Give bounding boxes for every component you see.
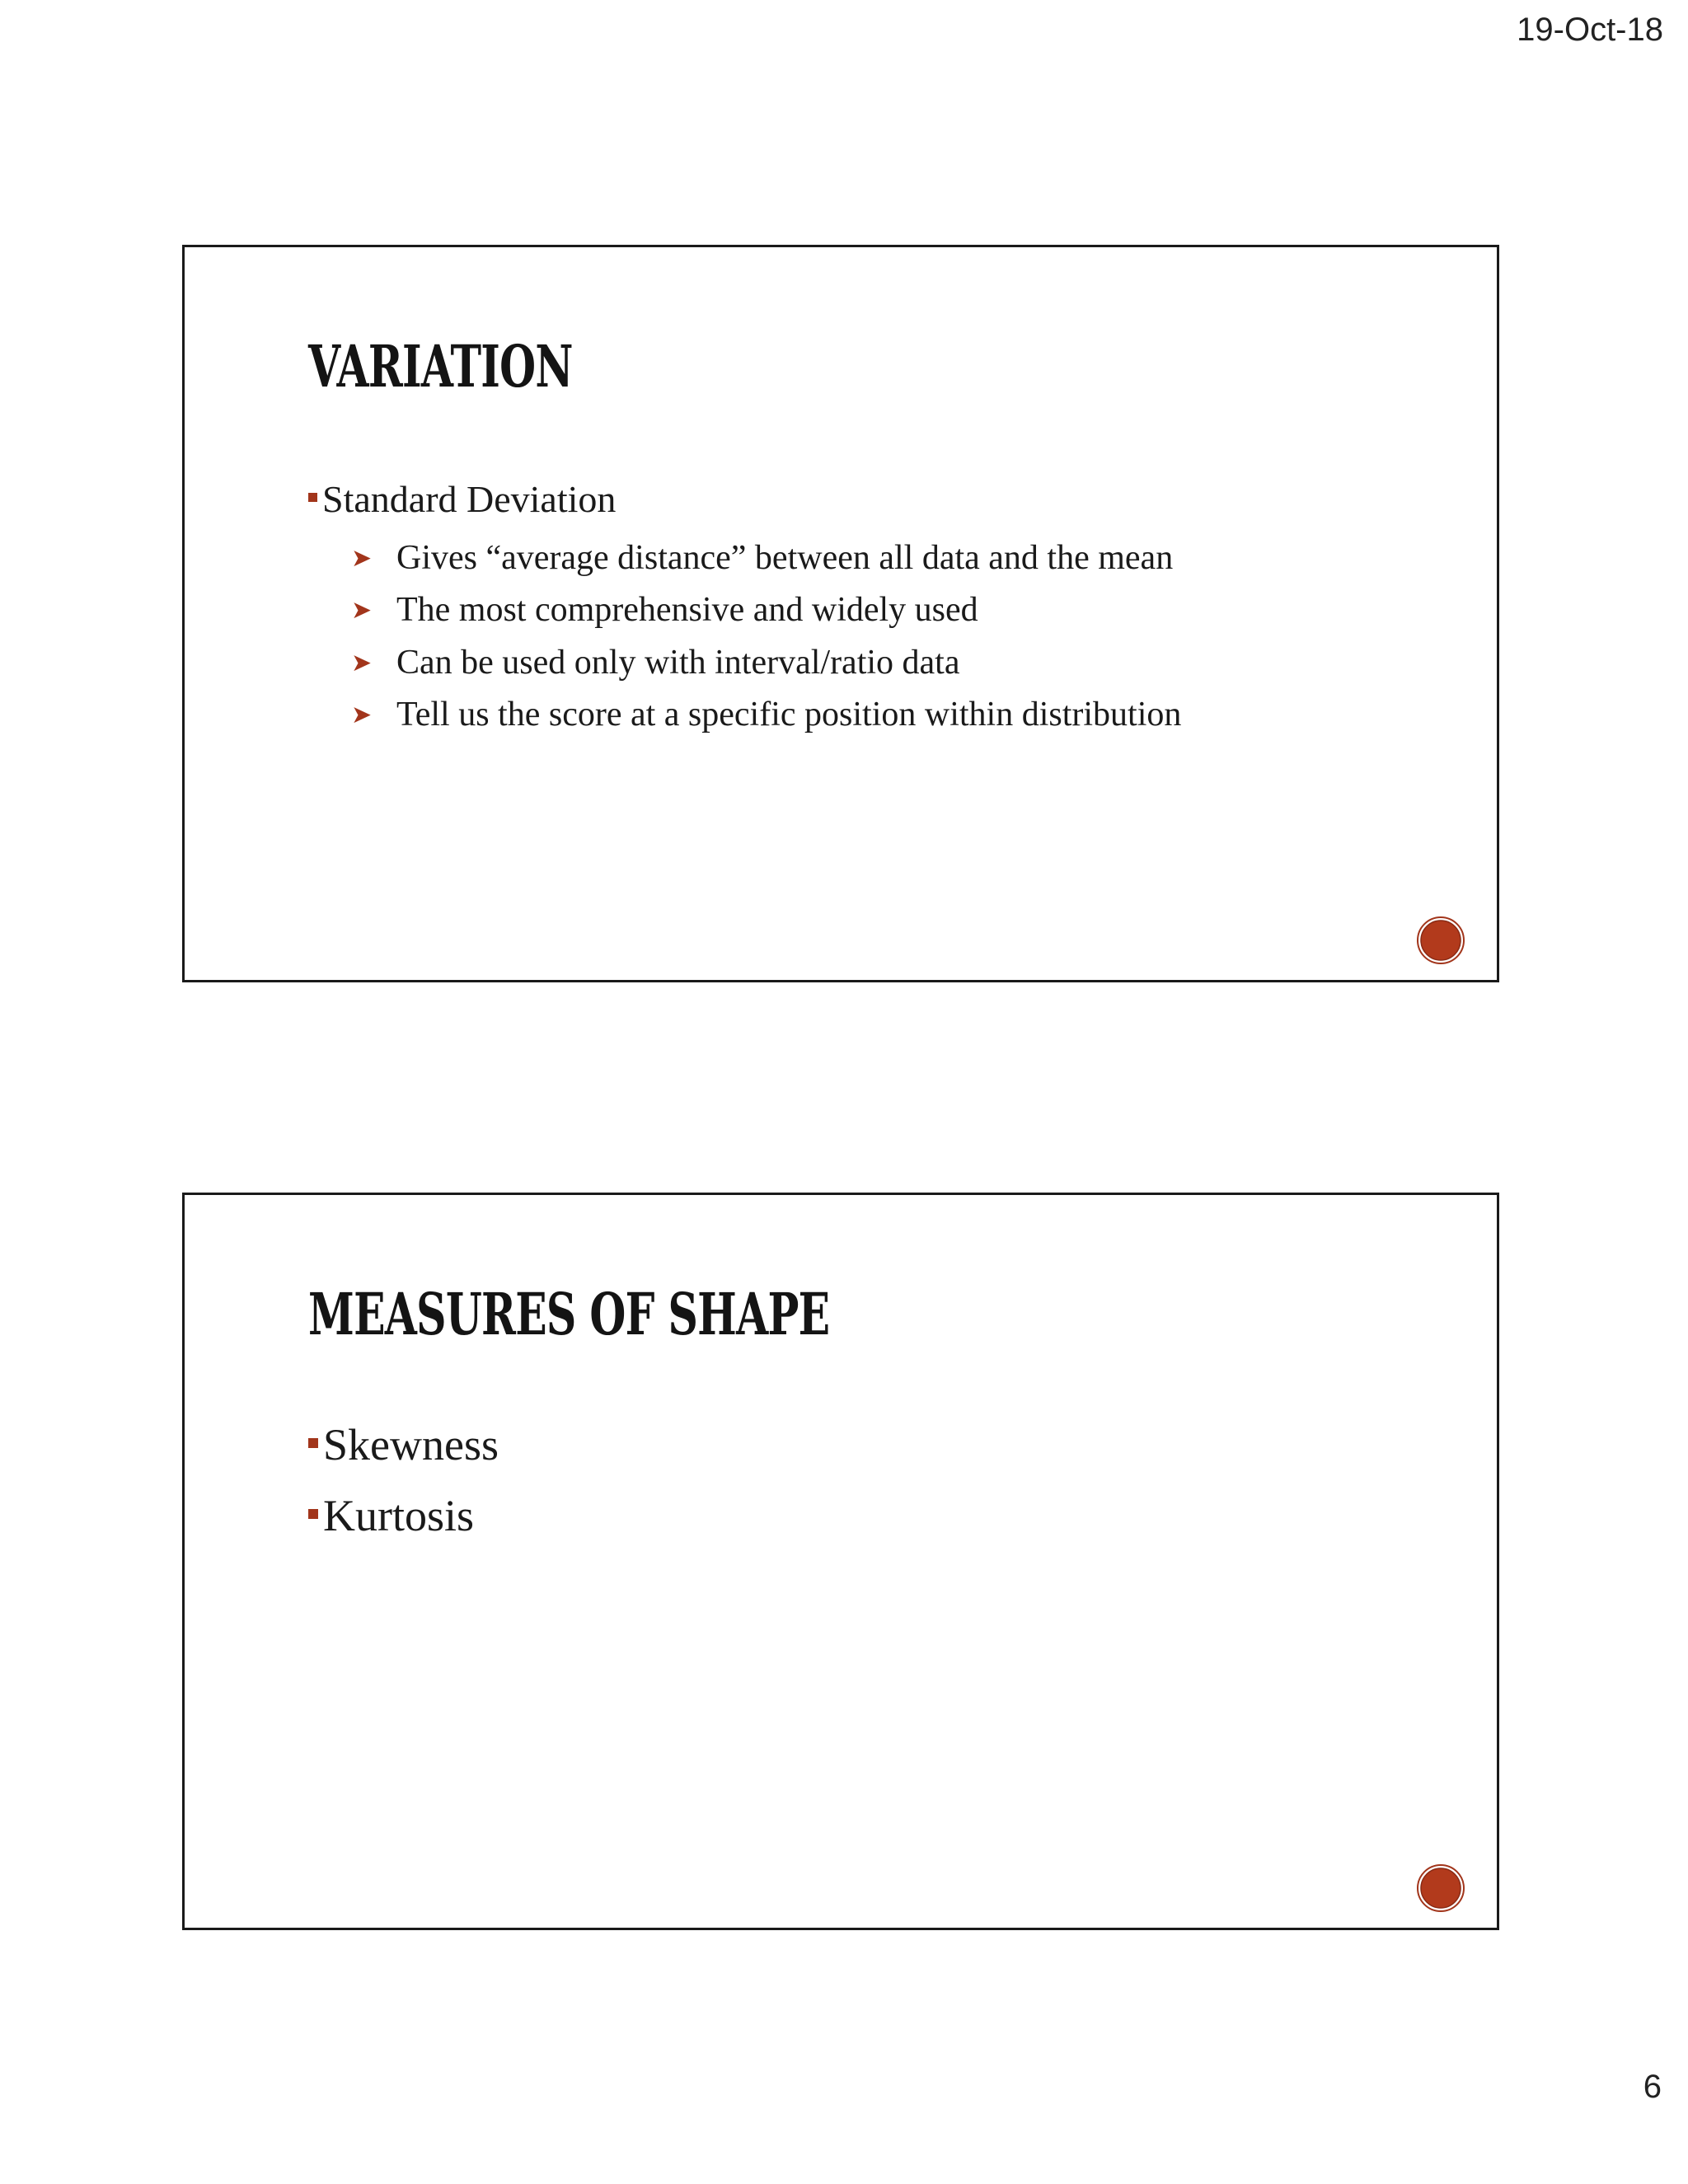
arrowhead-bullet-icon: ➤ [351, 648, 373, 677]
orange-circle-icon [1416, 916, 1465, 965]
sub-bullet-list [308, 540, 1380, 733]
slide-content [308, 1419, 1380, 1561]
arrowhead-bullet-icon: ➤ [351, 700, 373, 729]
slide-measures-of-shape [182, 1193, 1499, 1930]
sub-bullet-item [351, 644, 1380, 682]
bullet-item [308, 478, 1380, 522]
sub-bullet-text: Can be used only with interval/ratio data [396, 643, 960, 682]
slide-title: VARIATION [308, 332, 573, 401]
bullet-text: Standard Deviation [322, 478, 617, 520]
bullet-text: Skewness [323, 1420, 499, 1469]
sub-bullet-item [351, 592, 1380, 629]
sub-bullet-item [351, 540, 1380, 577]
square-bullet-icon [308, 493, 317, 502]
bullet-item [308, 1490, 1380, 1541]
header-date: 19-Oct-18 [1517, 12, 1663, 48]
page-number: 6 [1643, 2069, 1662, 2105]
slide-content [308, 478, 1380, 748]
slide-title: MEASURES OF SHAPE [308, 1280, 830, 1348]
bullet-text: Kurtosis [323, 1491, 475, 1541]
sub-bullet-text: Tell us the score at a specific position within distribution [396, 695, 1182, 733]
bullet-item [308, 1419, 1380, 1470]
orange-circle-icon [1416, 1863, 1465, 1913]
square-bullet-icon [308, 1438, 318, 1448]
square-bullet-icon [308, 1509, 318, 1519]
sub-bullet-text: Gives “average distance” between all data and the mean [396, 538, 1174, 577]
arrowhead-bullet-icon: ➤ [351, 596, 373, 626]
sub-bullet-text: The most comprehensive and widely used [396, 591, 978, 630]
slide-variation [182, 245, 1499, 982]
arrowhead-bullet-icon: ➤ [351, 543, 373, 573]
sub-bullet-item [351, 696, 1380, 733]
